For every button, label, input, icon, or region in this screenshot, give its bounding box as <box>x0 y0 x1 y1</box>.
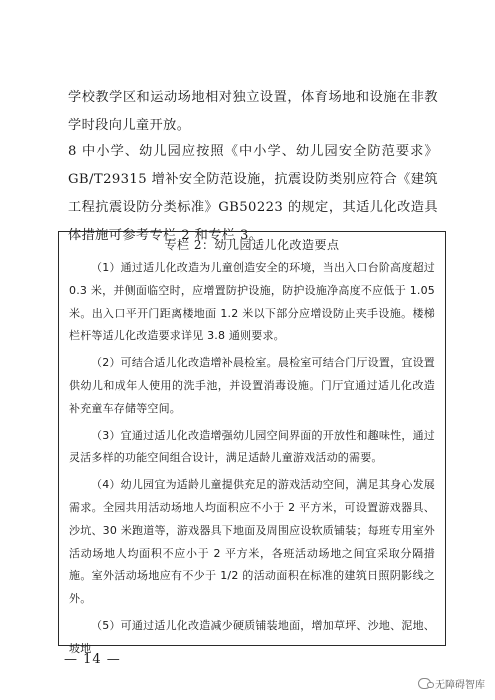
wechat-icon <box>418 678 431 689</box>
box-item-3: （3）宜通过适儿化改造增强幼儿园空间界面的开放性和趣味性，通过灵活多样的功能空间组合设计，满足适龄儿童游戏活动的需要。 <box>69 428 435 465</box>
box-item-2: （2）可结合适儿化改造增补晨检室。晨检室可结合门厅设置，宜设置供幼儿和成年人使用的洗手池，并设置消毒设施。门厅宜通过适儿化改造补充童车存储等空间。 <box>69 356 435 415</box>
page-number: — 14 — <box>64 652 121 667</box>
sidebar-box-2 <box>58 231 446 655</box>
box-title: 专栏 2：幼儿园适儿化改造要点 <box>164 238 340 252</box>
body-paragraph-1: 学校教学区和运动场地相对独立设置，体育场地和设施在非教学时段向儿童开放。 <box>68 90 438 133</box>
watermark-text: 无障碍智库 <box>435 680 485 691</box>
box-item-4: （4）幼儿园宜为适龄儿童提供充足的游戏活动空间，满足其身心发展需求。全园共用活动场地人均面积应不小于 2 平方米，可设置游戏器具、沙坑、30 米跑道等，游戏器具下地面及周围应设软质铺装；每班专用室外活动场地人均面积不应小于 2 平方米，各班活动场地之间宜采取分隔措施。室外活动场地应有不少于 1/2 的活动面积在标准的建筑日照阴影线之外。 <box>69 478 435 606</box>
body-paragraph-2: 8 中小学、幼儿园应按照《中小学、幼儿园安全防范要求》GB/T29315 增补安全防范设施，抗震设防类别应符合《建筑工程抗震设防分类标准》GB50223 的规定，其适儿化改造具体措施可参考专栏 2 和专栏 3。 <box>68 144 438 243</box>
box-item-5: （5）可通过适儿化改造减少硬质铺装地面，增加草坪、沙地、泥地、坡地 <box>69 618 435 655</box>
box-item-1: （1）通过适儿化改造为儿童创造安全的环境，当出入口台阶高度超过 0.3 米，并侧面临空时，应增置防护设施，防护设施净高度不应低于 1.05 米。出入口平开门距离楼地面 1.2 米以下部分应增设防止夹手设施。楼梯栏杆等适儿化改造要求详见 3.8 通则要求。 <box>69 261 435 343</box>
watermark <box>418 676 485 691</box>
